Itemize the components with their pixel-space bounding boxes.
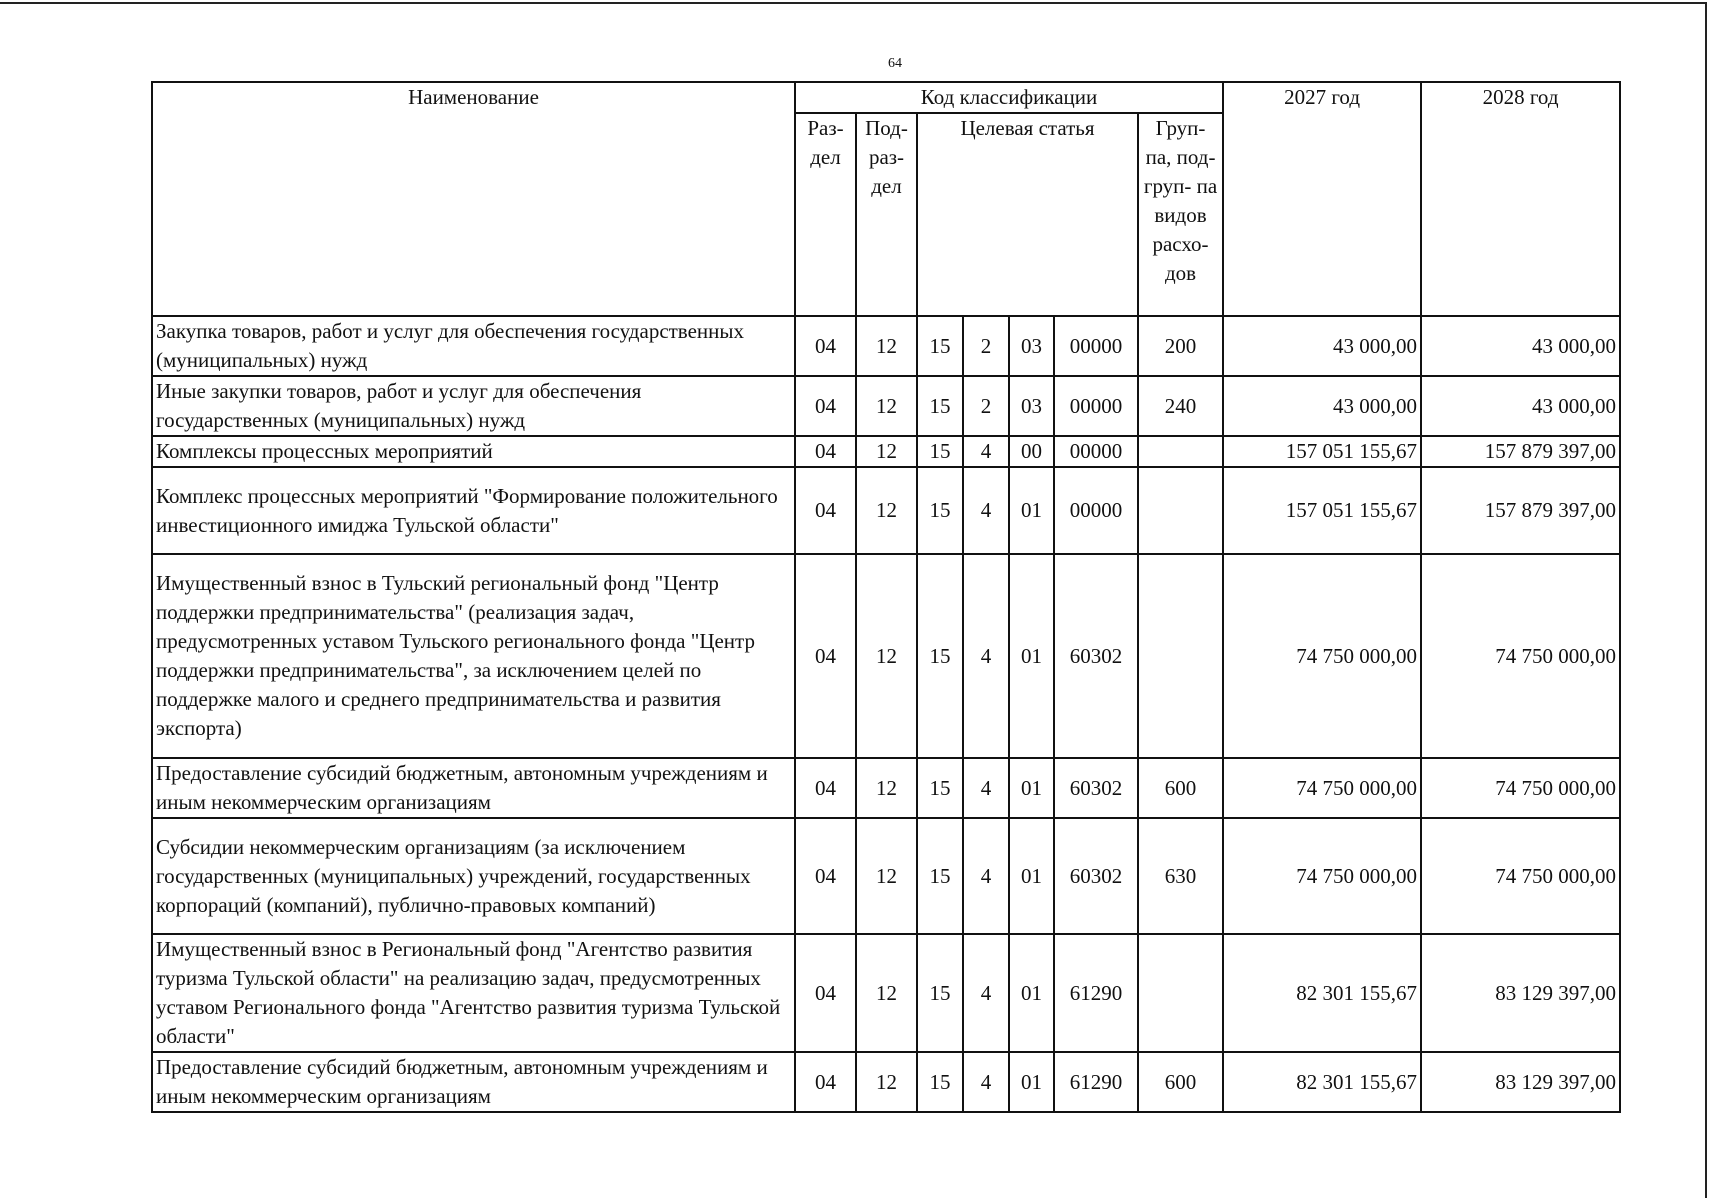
row-razdel: 04 <box>795 934 856 1052</box>
row-amount-2027: 74 750 000,00 <box>1223 554 1421 758</box>
row-expense-group: 630 <box>1138 818 1223 934</box>
row-amount-2028: 157 879 397,00 <box>1421 436 1620 467</box>
header-row-1 <box>152 82 1620 113</box>
row-target-event: 01 <box>1009 934 1054 1052</box>
row-name: Комплекс процессных мероприятий "Формирование положительного инвестиционного имиджа Тульской области" <box>152 467 795 554</box>
row-target-program: 15 <box>917 818 963 934</box>
row-amount-2027: 82 301 155,67 <box>1223 1052 1421 1112</box>
page-frame-top <box>0 2 1706 4</box>
row-expense-group: 200 <box>1138 316 1223 376</box>
row-target-subprogram: 4 <box>963 758 1009 818</box>
row-target-subprogram: 4 <box>963 554 1009 758</box>
row-amount-2028: 83 129 397,00 <box>1421 934 1620 1052</box>
row-amount-2028: 74 750 000,00 <box>1421 818 1620 934</box>
row-name: Иные закупки товаров, работ и услуг для обеспечения государственных (муниципальных) нужд <box>152 376 795 436</box>
row-target-subprogram: 4 <box>963 818 1009 934</box>
table-row <box>152 934 1620 1052</box>
row-expense-group <box>1138 554 1223 758</box>
row-podrazdel: 12 <box>856 758 917 818</box>
row-name: Предоставление субсидий бюджетным, автономным учреждениям и иным некоммерческим организациям <box>152 1052 795 1112</box>
row-razdel: 04 <box>795 376 856 436</box>
row-target-direction: 60302 <box>1054 758 1138 818</box>
row-target-program: 15 <box>917 316 963 376</box>
row-razdel: 04 <box>795 316 856 376</box>
header-year-2028: 2028 год <box>1421 82 1620 316</box>
row-target-event: 03 <box>1009 316 1054 376</box>
row-target-direction: 60302 <box>1054 554 1138 758</box>
row-target-direction: 00000 <box>1054 316 1138 376</box>
row-name: Имущественный взнос в Региональный фонд "Агентство развития туризма Тульской области" на реализацию задач, предусмотренных уставом Регионального фонда "Агентство развития туризма Тульской области" <box>152 934 795 1052</box>
row-target-program: 15 <box>917 436 963 467</box>
table-row <box>152 436 1620 467</box>
row-expense-group <box>1138 934 1223 1052</box>
row-target-program: 15 <box>917 934 963 1052</box>
row-target-program: 15 <box>917 1052 963 1112</box>
row-expense-group <box>1138 467 1223 554</box>
row-target-event: 01 <box>1009 554 1054 758</box>
row-expense-group: 240 <box>1138 376 1223 436</box>
header-name: Наименование <box>152 82 795 316</box>
row-name: Предоставление субсидий бюджетным, автономным учреждениям и иным некоммерческим организациям <box>152 758 795 818</box>
row-target-event: 03 <box>1009 376 1054 436</box>
row-podrazdel: 12 <box>856 554 917 758</box>
row-target-event: 00 <box>1009 436 1054 467</box>
header-razdel: Раз- дел <box>795 113 856 316</box>
row-target-event: 01 <box>1009 467 1054 554</box>
row-amount-2027: 43 000,00 <box>1223 376 1421 436</box>
row-name: Закупка товаров, работ и услуг для обеспечения государственных (муниципальных) нужд <box>152 316 795 376</box>
row-target-direction: 00000 <box>1054 436 1138 467</box>
row-target-direction: 60302 <box>1054 818 1138 934</box>
table-row <box>152 818 1620 934</box>
row-amount-2028: 157 879 397,00 <box>1421 467 1620 554</box>
header-target-article: Целевая статья <box>917 113 1138 316</box>
table-row <box>152 1052 1620 1112</box>
row-name: Субсидии некоммерческим организациям (за исключением государственных (муниципальных) учреждений, государственных корпораций (компаний), публично-правовых компаний) <box>152 818 795 934</box>
header-podrazdel: Под- раз- дел <box>856 113 917 316</box>
row-amount-2027: 74 750 000,00 <box>1223 818 1421 934</box>
row-target-direction: 00000 <box>1054 467 1138 554</box>
row-name: Имущественный взнос в Тульский региональный фонд "Центр поддержки предпринимательства" (реализация задач, предусмотренных уставом Тульского регионального фонда "Центр поддержки предпринимательства", за исключением целей по поддержке малого и среднего предпринимательства и развития экспорта) <box>152 554 795 758</box>
row-amount-2028: 74 750 000,00 <box>1421 554 1620 758</box>
page-frame-right <box>1705 2 1707 1198</box>
table-row <box>152 316 1620 376</box>
row-target-event: 01 <box>1009 818 1054 934</box>
row-podrazdel: 12 <box>856 316 917 376</box>
table-row <box>152 554 1620 758</box>
row-razdel: 04 <box>795 758 856 818</box>
row-name: Комплексы процессных мероприятий <box>152 436 795 467</box>
table-body <box>152 316 1620 1112</box>
budget-table <box>151 81 1621 1113</box>
row-target-program: 15 <box>917 758 963 818</box>
header-classification-code: Код классификации <box>795 82 1223 113</box>
row-target-program: 15 <box>917 554 963 758</box>
header-year-2027: 2027 год <box>1223 82 1421 316</box>
row-podrazdel: 12 <box>856 467 917 554</box>
row-target-subprogram: 2 <box>963 376 1009 436</box>
row-target-subprogram: 4 <box>963 934 1009 1052</box>
row-razdel: 04 <box>795 467 856 554</box>
row-target-subprogram: 4 <box>963 436 1009 467</box>
row-amount-2027: 157 051 155,67 <box>1223 467 1421 554</box>
row-target-subprogram: 4 <box>963 467 1009 554</box>
row-amount-2027: 157 051 155,67 <box>1223 436 1421 467</box>
row-razdel: 04 <box>795 554 856 758</box>
row-target-program: 15 <box>917 376 963 436</box>
table-row <box>152 376 1620 436</box>
row-expense-group <box>1138 436 1223 467</box>
row-razdel: 04 <box>795 818 856 934</box>
row-target-subprogram: 2 <box>963 316 1009 376</box>
row-target-program: 15 <box>917 467 963 554</box>
row-target-direction: 00000 <box>1054 376 1138 436</box>
page-number: 64 <box>888 56 902 71</box>
row-razdel: 04 <box>795 1052 856 1112</box>
row-amount-2028: 43 000,00 <box>1421 376 1620 436</box>
row-amount-2028: 43 000,00 <box>1421 316 1620 376</box>
row-target-event: 01 <box>1009 758 1054 818</box>
row-podrazdel: 12 <box>856 818 917 934</box>
table-row <box>152 467 1620 554</box>
row-target-subprogram: 4 <box>963 1052 1009 1112</box>
row-amount-2027: 74 750 000,00 <box>1223 758 1421 818</box>
row-podrazdel: 12 <box>856 436 917 467</box>
row-podrazdel: 12 <box>856 1052 917 1112</box>
row-expense-group: 600 <box>1138 1052 1223 1112</box>
row-amount-2028: 83 129 397,00 <box>1421 1052 1620 1112</box>
row-podrazdel: 12 <box>856 376 917 436</box>
row-podrazdel: 12 <box>856 934 917 1052</box>
table-row <box>152 758 1620 818</box>
row-amount-2027: 43 000,00 <box>1223 316 1421 376</box>
row-razdel: 04 <box>795 436 856 467</box>
header-expense-group: Груп- па, под- груп- па видов расхо- дов <box>1138 113 1223 316</box>
row-target-event: 01 <box>1009 1052 1054 1112</box>
row-amount-2027: 82 301 155,67 <box>1223 934 1421 1052</box>
row-target-direction: 61290 <box>1054 934 1138 1052</box>
row-amount-2028: 74 750 000,00 <box>1421 758 1620 818</box>
row-expense-group: 600 <box>1138 758 1223 818</box>
row-target-direction: 61290 <box>1054 1052 1138 1112</box>
